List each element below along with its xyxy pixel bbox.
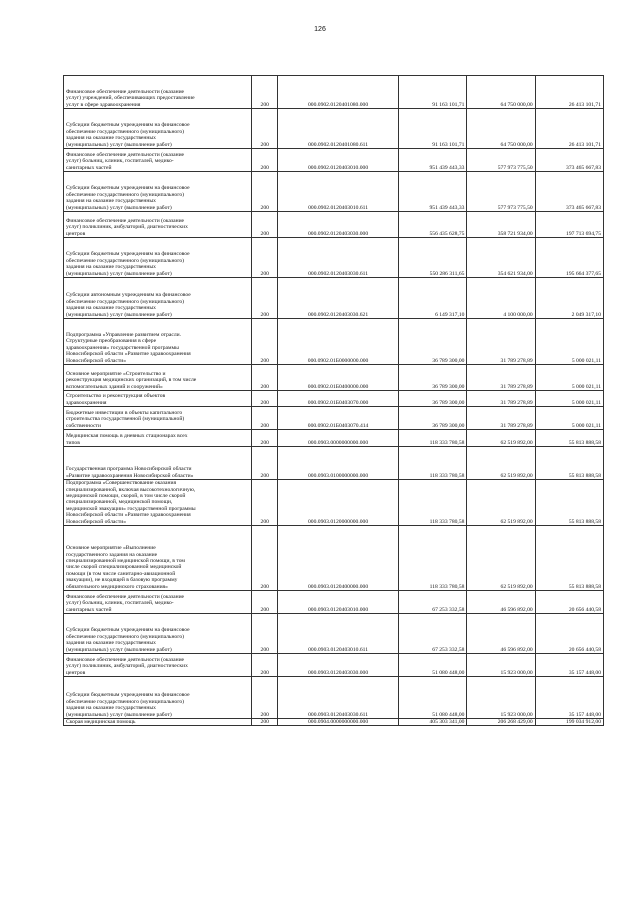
row-code: 200 <box>252 149 277 172</box>
row-executed: 31 789 278,89 <box>467 319 535 365</box>
row-name: Финансовое обеспечение деятельности (оказание услуг) поликлиник, амбулаторий, диагностических центров <box>64 654 252 677</box>
row-remainder: 55 813 888,58 <box>535 480 603 526</box>
table-row <box>64 480 604 526</box>
row-approved: 118 333 780,58 <box>399 480 467 526</box>
row-approved: 6 149 317,10 <box>399 278 467 319</box>
row-remainder: 20 656 440,58 <box>535 614 603 654</box>
row-code: 200 <box>252 365 277 391</box>
row-approved: 556 435 628,75 <box>399 212 467 238</box>
row-approved: 51 080 448,00 <box>399 654 467 677</box>
row-approved: 91 163 101,71 <box>399 109 467 149</box>
row-approved: 36 789 300,00 <box>399 391 467 407</box>
row-code: 200 <box>252 447 277 480</box>
row-kbk: 000.0903.0120000000.000 <box>277 480 398 526</box>
table-row <box>64 365 604 391</box>
row-executed: 354 621 934,00 <box>467 238 535 278</box>
row-code: 200 <box>252 591 277 614</box>
row-kbk: 000.0902.0120403030.611 <box>277 238 398 278</box>
row-remainder: 373 465 667,83 <box>535 149 603 172</box>
table-row <box>64 76 604 109</box>
row-remainder: 195 664 377,65 <box>535 238 603 278</box>
row-kbk: 000.0902.0120403010.611 <box>277 172 398 212</box>
table-row <box>64 212 604 238</box>
row-executed: 64 750 000,00 <box>467 109 535 149</box>
row-code: 200 <box>252 480 277 526</box>
row-executed: 62 519 892,00 <box>467 447 535 480</box>
row-remainder: 55 813 888,58 <box>535 447 603 480</box>
row-approved: 67 253 332,58 <box>399 591 467 614</box>
row-executed: 577 973 775,50 <box>467 149 535 172</box>
table-row <box>64 654 604 677</box>
row-kbk: 000.0903.0120403010.000 <box>277 591 398 614</box>
row-executed: 31 789 278,89 <box>467 365 535 391</box>
row-remainder: 55 813 888,58 <box>535 430 603 447</box>
row-remainder: 2 049 317,10 <box>535 278 603 319</box>
row-kbk: 000.0903.0000000000.000 <box>277 430 398 447</box>
row-approved: 118 333 780,58 <box>399 526 467 591</box>
row-kbk: 000.0903.0120403010.611 <box>277 614 398 654</box>
row-name: Основное мероприятие «Выполнение государственного задания на оказание специализированной медицинской помощи, в том числе скорой специализированной медицинской помощи (в том числе санитарно-авиационной эвакуации), не входящей в базовую программу обязательного медицинского страхования» <box>64 526 252 591</box>
row-kbk: 000.0903.0120400000.000 <box>277 526 398 591</box>
row-remainder: 199 034 912,00 <box>535 719 603 726</box>
row-kbk: 000.0902.0120401080.000 <box>277 76 398 109</box>
row-approved: 405 303 341,00 <box>399 719 467 726</box>
row-executed: 64 750 000,00 <box>467 76 535 109</box>
row-name: Субсидии бюджетным учреждениям на финансовое обеспечение государственного (муниципального) задания на оказание государственных (муниципальных) услуг (выполнение работ) <box>64 677 252 719</box>
row-name: Субсидии бюджетным учреждениям на финансовое обеспечение государственного (муниципального) задания на оказание государственных (муниципальных) услуг (выполнение работ) <box>64 614 252 654</box>
row-code: 200 <box>252 614 277 654</box>
row-code: 200 <box>252 278 277 319</box>
row-kbk: 000.0903.0120403030.000 <box>277 654 398 677</box>
row-executed: 4 100 000,00 <box>467 278 535 319</box>
row-kbk: 000.0902.01Б0000000.000 <box>277 319 398 365</box>
table-body <box>64 76 604 726</box>
row-approved: 91 163 101,71 <box>399 76 467 109</box>
row-kbk: 000.0902.0120401080.611 <box>277 109 398 149</box>
row-name: Основное мероприятие «Строительство и реконструкция медицинских организаций, в том числе вспомогательных зданий и сооружений» <box>64 365 252 391</box>
table-row <box>64 430 604 447</box>
row-remainder: 5 000 021,11 <box>535 319 603 365</box>
row-kbk: 000.0904.0000000000.000 <box>277 719 398 726</box>
row-remainder: 5 000 021,11 <box>535 407 603 430</box>
row-remainder: 35 157 448,00 <box>535 654 603 677</box>
row-name: Субсидии бюджетным учреждениям на финансовое обеспечение государственного (муниципального) задания на оказание государственных (муниципальных) услуг (выполнение работ) <box>64 109 252 149</box>
row-code: 200 <box>252 526 277 591</box>
row-name: Строительство и реконструкция объектов здравоохранения <box>64 391 252 407</box>
row-kbk: 000.0903.0100000000.000 <box>277 447 398 480</box>
row-code: 200 <box>252 430 277 447</box>
row-remainder: 35 157 448,00 <box>535 677 603 719</box>
row-executed: 206 268 429,00 <box>467 719 535 726</box>
row-code: 200 <box>252 76 277 109</box>
row-executed: 358 721 934,00 <box>467 212 535 238</box>
row-approved: 51 080 448,00 <box>399 677 467 719</box>
table-row <box>64 278 604 319</box>
row-approved: 67 253 332,58 <box>399 614 467 654</box>
row-name: Финансовое обеспечение деятельности (оказание услуг) учреждений, обеспечивающих предоставление услуг в сфере здравоохранения <box>64 76 252 109</box>
row-executed: 46 596 892,00 <box>467 591 535 614</box>
row-approved: 951 439 443,33 <box>399 172 467 212</box>
row-code: 200 <box>252 391 277 407</box>
row-name: Подпрограмма «Управление развитием отрасли. Структурные преобразования в сфере здравоохранения» государственной программы Новосибирской области «Развитие здравоохранения Новосибирской области» <box>64 319 252 365</box>
table-row <box>64 109 604 149</box>
row-executed: 31 789 278,89 <box>467 407 535 430</box>
table-row <box>64 149 604 172</box>
table-row <box>64 407 604 430</box>
row-kbk: 000.0902.0120403030.621 <box>277 278 398 319</box>
row-kbk: 000.0902.01Б0403070.414 <box>277 407 398 430</box>
row-name: Бюджетные инвестиции в объекты капитального строительства государственной (муниципальной) собственности <box>64 407 252 430</box>
row-executed: 15 923 000,00 <box>467 677 535 719</box>
row-remainder: 55 813 888,58 <box>535 526 603 591</box>
table-row <box>64 172 604 212</box>
table-row <box>64 677 604 719</box>
row-approved: 36 789 300,00 <box>399 365 467 391</box>
row-remainder: 5 000 021,11 <box>535 365 603 391</box>
row-name: Подпрограмма «Совершенствование оказания специализированной, включая высокотехнологичную, медицинской помощи, скорой, в том числе скорой специализированной, медицинской помощи, медицинской эвакуации» государственной программы Новосибирской области «Развитие здравоохранения Новосибирской области» <box>64 480 252 526</box>
row-name: Финансовое обеспечение деятельности (оказание услуг) поликлиник, амбулаторий, диагностических центров <box>64 212 252 238</box>
row-remainder: 373 465 667,83 <box>535 172 603 212</box>
row-remainder: 26 413 101,71 <box>535 76 603 109</box>
table-row <box>64 591 604 614</box>
row-executed: 62 519 892,00 <box>467 480 535 526</box>
row-code: 200 <box>252 677 277 719</box>
row-code: 200 <box>252 212 277 238</box>
row-remainder: 20 656 440,58 <box>535 591 603 614</box>
row-remainder: 5 000 021,11 <box>535 391 603 407</box>
table-row <box>64 614 604 654</box>
table-row <box>64 447 604 480</box>
row-executed: 577 973 775,50 <box>467 172 535 212</box>
row-kbk: 000.0902.01Б0403070.000 <box>277 391 398 407</box>
row-executed: 62 519 892,00 <box>467 430 535 447</box>
row-remainder: 26 413 101,71 <box>535 109 603 149</box>
row-kbk: 000.0902.0120403010.000 <box>277 149 398 172</box>
row-kbk: 000.0902.01Б0400000.000 <box>277 365 398 391</box>
row-approved: 36 789 300,00 <box>399 319 467 365</box>
row-name: Субсидии бюджетным учреждениям на финансовое обеспечение государственного (муниципального) задания на оказание государственных (муниципальных) услуг (выполнение работ) <box>64 172 252 212</box>
row-code: 200 <box>252 172 277 212</box>
row-approved: 951 439 443,33 <box>399 149 467 172</box>
row-code: 200 <box>252 319 277 365</box>
row-name: Медицинская помощь в дневных стационарах всех типов <box>64 430 252 447</box>
row-executed: 62 519 892,00 <box>467 526 535 591</box>
table-row <box>64 319 604 365</box>
row-executed: 31 789 278,89 <box>467 391 535 407</box>
row-approved: 118 333 780,58 <box>399 447 467 480</box>
row-approved: 118 333 780,58 <box>399 430 467 447</box>
row-name: Субсидии бюджетным учреждениям на финансовое обеспечение государственного (муниципального) задания на оказание государственных (муниципальных) услуг (выполнение работ) <box>64 238 252 278</box>
row-name: Субсидии автономным учреждениям на финансовое обеспечение государственного (муниципального) задания на оказание государственных (муниципальных) услуг (выполнение работ) <box>64 278 252 319</box>
row-code: 200 <box>252 719 277 726</box>
row-executed: 15 923 000,00 <box>467 654 535 677</box>
row-code: 200 <box>252 654 277 677</box>
table-row <box>64 391 604 407</box>
row-executed: 46 596 892,00 <box>467 614 535 654</box>
row-approved: 36 789 300,00 <box>399 407 467 430</box>
row-name: Финансовое обеспечение деятельности (оказание услуг) больниц, клиник, госпиталей, медико- санитарных частей <box>64 591 252 614</box>
row-kbk: 000.0902.0120403030.000 <box>277 212 398 238</box>
table-row <box>64 238 604 278</box>
page-number: 126 <box>314 26 326 33</box>
table-row <box>64 719 604 726</box>
row-name: Государственная программа Новосибирской области «Развитие здравоохранения Новосибирской области» <box>64 447 252 480</box>
row-code: 200 <box>252 238 277 278</box>
row-remainder: 197 713 694,75 <box>535 212 603 238</box>
row-approved: 550 286 311,65 <box>399 238 467 278</box>
row-code: 200 <box>252 407 277 430</box>
budget-execution-table <box>63 75 604 726</box>
row-name: Финансовое обеспечение деятельности (оказание услуг) больниц, клиник, госпиталей, медико- санитарных частей <box>64 149 252 172</box>
row-kbk: 000.0903.0120403030.611 <box>277 677 398 719</box>
row-name: Скорая медицинская помощь <box>64 719 252 726</box>
row-code: 200 <box>252 109 277 149</box>
table-row <box>64 526 604 591</box>
